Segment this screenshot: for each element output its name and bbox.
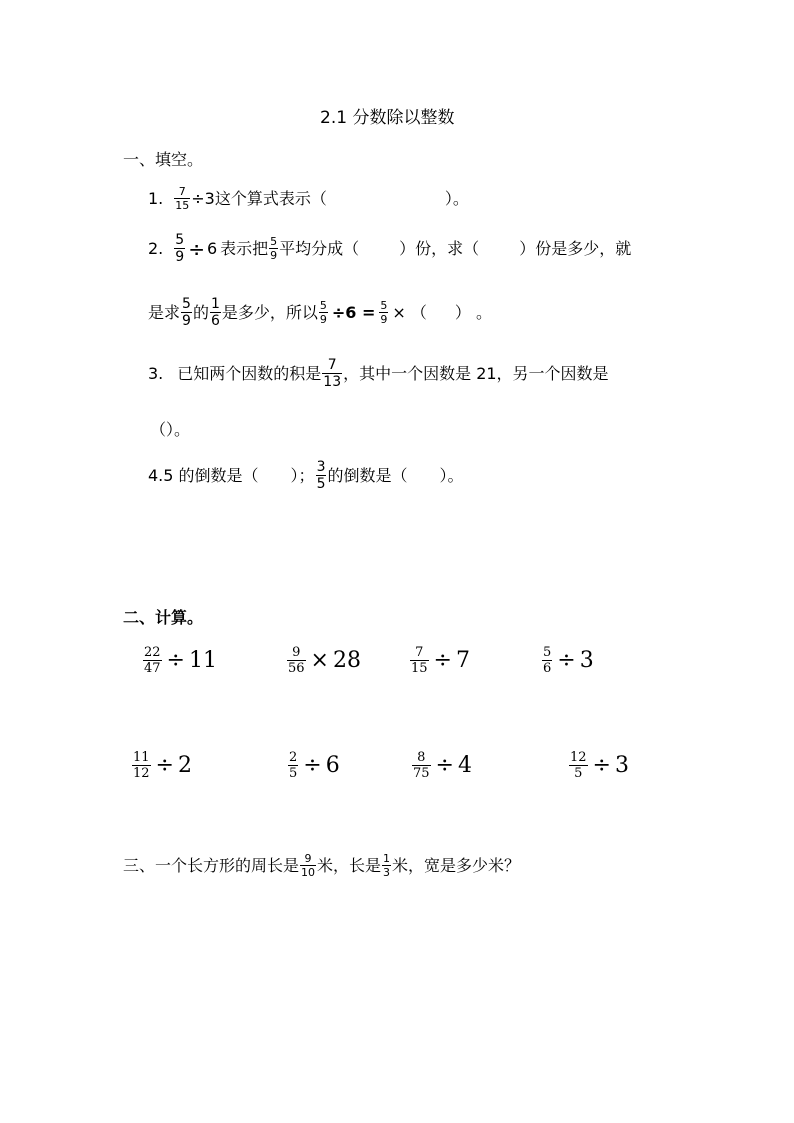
fraction: $\frac{5}{9}$	[182, 296, 191, 329]
fraction: $\frac{5}{9}$	[175, 232, 185, 265]
calc-item-6: $\frac{2}{5}$ ÷ 6	[289, 750, 340, 781]
text: ）份是多少，就	[519, 238, 632, 258]
text: 的倒数是（	[327, 465, 408, 485]
calc-item-5: $\frac{11}{12}$ ÷ 2	[133, 750, 192, 781]
text: 是求	[148, 302, 181, 322]
fraction: $\frac{3}{5}$	[316, 459, 326, 492]
fraction: $\frac{1}{3}$	[383, 852, 391, 879]
question-2-line-1	[148, 233, 631, 264]
section3-question	[123, 853, 520, 878]
text: 的	[192, 302, 209, 322]
question-1-number: 1.	[148, 188, 164, 208]
section1-heading: 一、填空。	[123, 150, 204, 169]
text: 是多少，所以	[221, 302, 318, 322]
question-1	[148, 186, 469, 211]
text: 平均分成（	[279, 238, 360, 258]
fraction: $\frac{5}{9}$	[380, 299, 388, 326]
fraction: $\frac{5}{9}$	[270, 235, 278, 262]
text: ）。	[439, 465, 464, 485]
divide-sign: ÷	[188, 236, 205, 261]
text: ）；	[290, 465, 315, 485]
fraction: $\frac{7}{15}$	[175, 185, 190, 212]
page-title: 2.1 分数除以整数	[320, 108, 455, 128]
text: 米，宽是多少米？	[392, 855, 521, 875]
calc-item-2: $\frac{9}{56}$ × 28	[288, 645, 361, 676]
text: × （	[392, 302, 427, 322]
calc-item-8: $\frac{12}{5}$ ÷ 3	[570, 750, 629, 781]
question-1-close: ）。	[444, 188, 469, 208]
question-1-text: ÷3这个算式表示（	[191, 188, 327, 208]
text: ） 。	[454, 302, 492, 322]
section2-heading: 二、计算。	[123, 608, 204, 627]
text: 米，长是	[317, 855, 382, 875]
question-2-line-2	[148, 297, 492, 328]
text: 三、一个长方形的周长是	[123, 855, 300, 875]
calc-item-4: $\frac{5}{6}$ ÷ 3	[543, 645, 594, 676]
text: ）份，求（	[399, 238, 480, 258]
calc-item-3: $\frac{7}{15}$ ÷ 7	[411, 645, 470, 676]
number: 6	[206, 238, 218, 258]
fraction: $\frac{9}{10}$	[301, 852, 316, 879]
fraction: $\frac{7}{13}$	[323, 357, 342, 390]
question-3-line-2: （）。	[150, 420, 191, 439]
text: ，其中一个因数是 21，另一个因数是	[343, 363, 609, 383]
text: 4.5 的倒数是（	[148, 465, 259, 485]
question-3-line-1	[148, 358, 609, 389]
question-4	[148, 460, 464, 491]
calc-item-1: $\frac{22}{47}$ ÷ 11	[144, 645, 217, 676]
fraction: $\frac{1}{6}$	[210, 296, 220, 329]
text: 表示把	[220, 238, 269, 258]
question-2-number: 2.	[148, 238, 164, 258]
calc-item-7: $\frac{8}{75}$ ÷ 4	[413, 750, 472, 781]
text: ÷6 =	[331, 302, 376, 322]
text: 已知两个因数的积是	[177, 363, 322, 383]
fraction: $\frac{5}{9}$	[319, 299, 327, 326]
question-3-number: 3.	[148, 363, 164, 383]
